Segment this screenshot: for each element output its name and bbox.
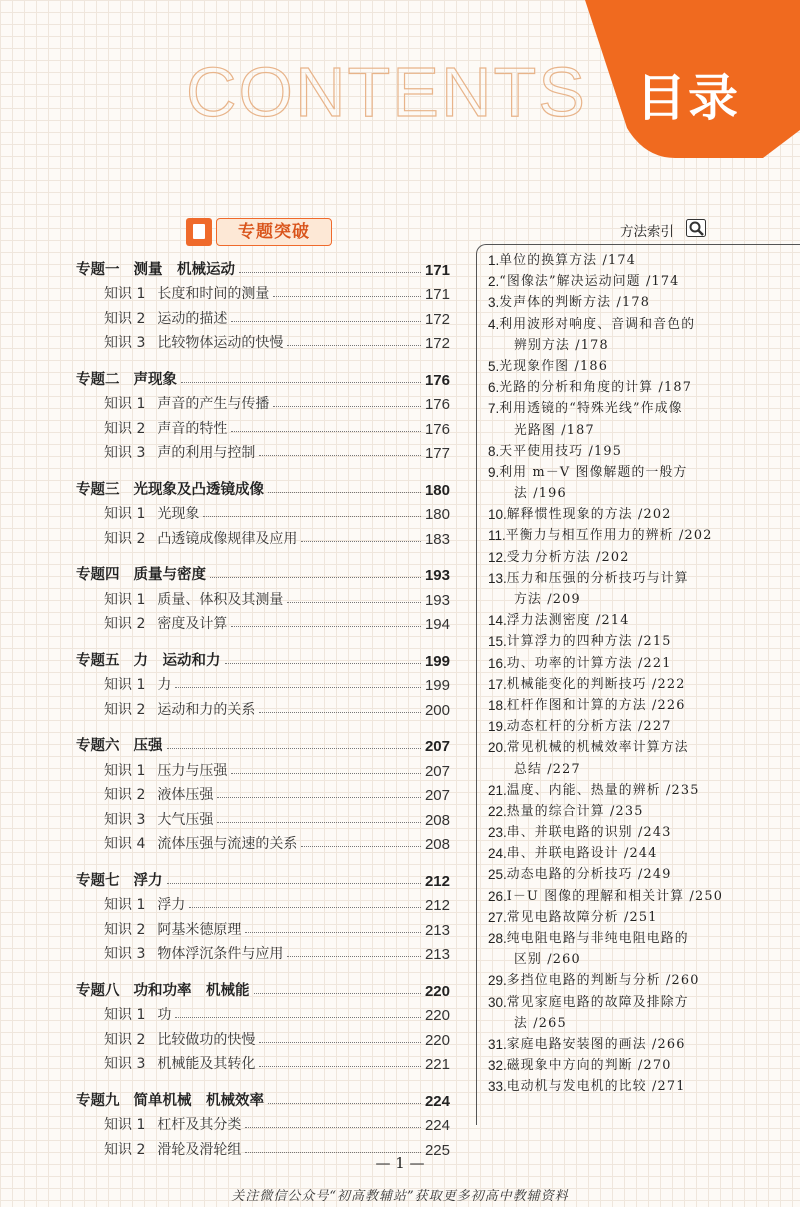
method-text: 利用透镜的“特殊光线”作成像: [499, 401, 683, 417]
method-number: 22.: [488, 803, 507, 819]
method-text: 区别 /260: [514, 952, 581, 968]
method-text: 解释惯性现象的方法 /202: [506, 507, 672, 523]
method-item[interactable]: [488, 1055, 790, 1076]
toc-code: 知识 4: [104, 836, 146, 852]
method-item[interactable]: [488, 759, 790, 780]
toc-page: 224: [424, 1117, 450, 1134]
toc-title: 流体压强与流速的关系: [157, 836, 298, 852]
method-text: 利用 m－V 图像解题的一般方: [499, 464, 688, 480]
footer-note: 关注微信公众号“初高教辅站”获取更多初高中教辅资料: [231, 1189, 569, 1204]
method-text: 压力和压强的分析技巧与计算: [506, 570, 689, 586]
method-text: 家庭电路安装图的画法 /266: [506, 1036, 686, 1052]
method-item[interactable]: [488, 377, 790, 398]
method-item[interactable]: [488, 483, 790, 504]
method-item[interactable]: [488, 547, 790, 568]
toc-topic: [76, 1085, 450, 1159]
toc-code: 知识 2: [104, 530, 146, 547]
toc-item-row[interactable]: [76, 939, 450, 964]
method-text: 光路的分析和角度的计算 /187: [499, 380, 693, 396]
method-number: 30.: [488, 994, 507, 1010]
toc-item-row[interactable]: [76, 890, 450, 915]
toc-title: 密度及计算: [157, 616, 228, 632]
toc-title: 阿基米德原理: [157, 921, 242, 938]
toc-item-row[interactable]: [76, 413, 450, 438]
method-number: 33.: [488, 1079, 507, 1095]
toc-code: 知识 3: [104, 946, 146, 962]
toc-title: 滑轮及滑轮组: [157, 1141, 242, 1158]
method-item[interactable]: [488, 949, 790, 970]
method-number: 9.: [488, 464, 500, 480]
method-text: 串、并联电路设计 /244: [506, 846, 658, 862]
toc-page: 207: [424, 762, 450, 780]
toc-code: 知识 2: [104, 1031, 146, 1048]
toc-page: 207: [424, 738, 450, 755]
method-number: 24.: [488, 846, 507, 862]
method-text: 单位的换算方法 /174: [499, 253, 637, 268]
toc-title: 力: [157, 677, 172, 693]
method-text: 方法 /209: [514, 592, 581, 607]
method-item[interactable]: [488, 864, 790, 885]
toc-page: 213: [424, 921, 450, 939]
toc-topic: [76, 474, 450, 548]
toc-page: 212: [424, 872, 450, 890]
toc-item-row[interactable]: [76, 438, 450, 463]
method-text: 常见机械的机械效率计算方法: [506, 740, 689, 756]
method-text: 辨别方法 /178: [514, 337, 609, 353]
method-item[interactable]: [488, 525, 790, 546]
method-number: 6.: [488, 380, 500, 396]
method-text: 磁现象中方向的判断 /270: [506, 1058, 672, 1074]
toc-page: 180: [424, 481, 450, 499]
toc-page: 212: [424, 897, 450, 914]
toc-page: 177: [424, 445, 450, 462]
toc-code: 知识 1: [104, 897, 146, 913]
toc-code: 知识 2: [104, 420, 146, 437]
toc-title: 物体浮沉条件与应用: [157, 946, 284, 962]
method-item[interactable]: [488, 928, 790, 949]
toc-page: 199: [424, 677, 450, 694]
toc-item-row[interactable]: [76, 609, 450, 634]
leader-dots: [175, 1017, 421, 1018]
method-item[interactable]: [488, 610, 790, 631]
toc-item-row[interactable]: [76, 670, 450, 695]
toc-page: 171: [424, 261, 450, 279]
method-item[interactable]: [488, 801, 790, 822]
toc-title: 浮力: [133, 872, 163, 889]
toc-page: 199: [424, 652, 450, 670]
leader-dots: [225, 663, 421, 664]
leader-dots: [245, 1152, 421, 1153]
method-number: 20.: [488, 740, 507, 756]
leader-dots: [259, 1042, 421, 1043]
toc-page: 193: [424, 591, 450, 609]
leader-dots: [217, 822, 421, 823]
toc-item-row[interactable]: [76, 694, 450, 719]
toc-topic: [76, 975, 450, 1073]
toc-topic: [76, 731, 450, 854]
method-text: 动态杠杆的分析方法 /227: [506, 719, 672, 735]
toc-code: 专题八: [76, 982, 120, 999]
toc-code: 专题九: [76, 1092, 120, 1109]
method-item[interactable]: [488, 462, 790, 483]
toc-title: 声音的产生与传播: [157, 396, 270, 412]
toc-title: 运动的描述: [157, 310, 228, 327]
method-item[interactable]: [488, 335, 790, 356]
toc-topic-row[interactable]: [76, 474, 450, 499]
toc-topic-row[interactable]: [76, 364, 450, 389]
leader-dots: [231, 321, 421, 322]
method-number: 23.: [488, 825, 507, 841]
table-of-contents: [76, 254, 450, 1171]
toc-code: 知识 2: [104, 616, 146, 632]
toc-page: 224: [424, 1092, 450, 1110]
leader-dots: [254, 993, 421, 994]
method-number: 32.: [488, 1058, 507, 1074]
toc-page: 176: [424, 420, 450, 438]
method-item[interactable]: [488, 271, 790, 292]
clipboard-icon: [186, 218, 212, 246]
toc-item-row[interactable]: [76, 389, 450, 414]
leader-dots: [175, 687, 421, 688]
toc-topic-row[interactable]: [76, 865, 450, 890]
leader-dots: [273, 406, 421, 407]
toc-code: 专题六: [76, 738, 120, 754]
toc-page: 172: [424, 335, 450, 352]
magnifier-icon: [686, 219, 706, 237]
method-item[interactable]: [488, 441, 790, 462]
method-item[interactable]: [488, 1034, 790, 1055]
toc-title: 杠杆及其分类: [157, 1117, 242, 1133]
toc-code: 知识 3: [104, 1056, 146, 1072]
toc-topic-row[interactable]: [76, 560, 450, 585]
toc-topic: [76, 254, 450, 352]
leader-dots: [245, 932, 421, 933]
toc-code: 知识 1: [104, 677, 146, 693]
method-text: 串、并联电路的识别 /243: [506, 825, 672, 841]
method-number: 1.: [488, 253, 500, 268]
method-text: 法 /196: [514, 486, 567, 502]
method-item[interactable]: [488, 568, 790, 589]
method-item[interactable]: [488, 1076, 790, 1097]
method-text: 功、功率的计算方法 /221: [506, 655, 672, 671]
method-text: 热量的综合计算 /235: [506, 803, 644, 819]
toc-title: 声现象: [133, 371, 177, 388]
toc-item-row[interactable]: [76, 523, 450, 548]
method-number: 27.: [488, 909, 507, 925]
method-text: 光路图 /187: [514, 422, 595, 438]
method-item[interactable]: [488, 589, 790, 610]
method-number: 28.: [488, 931, 507, 946]
method-item[interactable]: [488, 631, 790, 652]
method-text: 光现象作图 /186: [499, 358, 609, 374]
method-number: 18.: [488, 697, 507, 713]
method-text: 动态电路的分析技巧 /249: [506, 867, 672, 883]
toc-title: 浮力: [157, 897, 186, 913]
leader-dots: [231, 431, 421, 432]
leader-dots: [301, 846, 421, 847]
toc-title: 质量与密度: [133, 567, 206, 583]
toc-topic-row[interactable]: [76, 254, 450, 279]
toc-title: 长度和时间的测量: [157, 286, 270, 302]
section-tag: [186, 218, 332, 246]
method-text: “图像法”解决运动问题 /174: [499, 274, 680, 290]
method-item[interactable]: [488, 420, 790, 441]
method-text: 利用波形对响度、音调和音色的: [499, 316, 696, 332]
method-text: 多挡位电路的判断与分析 /260: [506, 973, 700, 989]
toc-page: 208: [424, 836, 450, 853]
leader-dots: [210, 577, 421, 578]
toc-title: 功: [157, 1007, 172, 1023]
toc-code: 知识 2: [104, 787, 146, 803]
toc-topic: [76, 645, 450, 719]
toc-title: 大气压强: [157, 811, 214, 828]
toc-code: 专题二: [76, 371, 120, 388]
leader-dots: [287, 956, 421, 957]
toc-item-row[interactable]: [76, 755, 450, 780]
leader-dots: [259, 1066, 421, 1067]
leader-dots: [268, 492, 421, 493]
toc-code: 专题三: [76, 481, 120, 498]
method-item[interactable]: [488, 292, 790, 313]
method-index-list: [488, 250, 790, 1098]
method-number: 8.: [488, 443, 500, 459]
method-text: 总结 /227: [514, 761, 581, 777]
method-item[interactable]: [488, 992, 790, 1013]
toc-code: 知识 3: [104, 445, 146, 461]
leader-dots: [287, 602, 421, 603]
toc-item-row[interactable]: [76, 804, 450, 829]
toc-title: 测量 机械运动: [133, 261, 235, 278]
method-number: 13.: [488, 570, 507, 586]
leader-dots: [189, 907, 421, 908]
method-text: 纯电阻电路与非纯电阻电路的: [506, 931, 689, 946]
method-item[interactable]: [488, 822, 790, 843]
page-number: — 1 —: [375, 1154, 425, 1172]
leader-dots: [217, 797, 421, 798]
page-title: 目录: [636, 69, 740, 127]
method-number: 16.: [488, 655, 507, 671]
method-item[interactable]: [488, 674, 790, 695]
toc-code: 知识 1: [104, 1117, 146, 1133]
method-number: 31.: [488, 1036, 507, 1052]
toc-page: 208: [424, 811, 450, 829]
toc-title: 机械能及其转化: [157, 1056, 256, 1072]
leader-dots: [231, 773, 421, 774]
toc-code: 知识 2: [104, 921, 146, 938]
toc-page: 221: [424, 1056, 450, 1073]
method-number: 10.: [488, 507, 507, 523]
toc-code: 知识 2: [104, 1141, 146, 1158]
toc-topic-row[interactable]: [76, 1085, 450, 1110]
toc-page: 176: [424, 371, 450, 389]
toc-code: 知识 1: [104, 396, 146, 412]
toc-topic-row[interactable]: [76, 975, 450, 1000]
method-item[interactable]: [488, 737, 790, 758]
method-index-header: 方法索引: [620, 224, 674, 240]
toc-page: 207: [424, 787, 450, 804]
toc-title: 光现象及凸透镜成像: [133, 481, 264, 498]
toc-title: 比较物体运动的快慢: [157, 335, 284, 351]
method-item[interactable]: [488, 780, 790, 801]
method-number: 3.: [488, 295, 500, 311]
toc-page: 172: [424, 310, 450, 328]
toc-item-row[interactable]: [76, 279, 450, 304]
toc-page: 171: [424, 286, 450, 303]
leader-dots: [167, 748, 421, 749]
toc-title: 液体压强: [157, 787, 214, 803]
toc-page: 220: [424, 1007, 450, 1024]
method-item[interactable]: [488, 1013, 790, 1034]
toc-title: 质量、体积及其测量: [157, 591, 284, 608]
toc-title: 简单机械 机械效率: [133, 1092, 264, 1109]
toc-code: 知识 1: [104, 591, 146, 608]
toc-code: 知识 1: [104, 762, 146, 779]
toc-code: 知识 1: [104, 1007, 146, 1023]
toc-topic: [76, 560, 450, 634]
method-text: I－U 图像的理解和相关计算 /250: [506, 888, 724, 904]
toc-item-row[interactable]: [76, 780, 450, 805]
leader-dots: [181, 382, 421, 383]
method-number: 15.: [488, 634, 507, 650]
toc-title: 功和功率 机械能: [133, 982, 250, 999]
toc-title: 压强: [133, 738, 163, 754]
section-tag-label: 专题突破: [216, 218, 332, 246]
toc-title: 声的利用与控制: [157, 445, 256, 461]
toc-code: 知识 2: [104, 701, 146, 718]
toc-item-row[interactable]: [76, 584, 450, 609]
leader-dots: [245, 1127, 421, 1128]
method-item[interactable]: [488, 250, 790, 271]
method-item[interactable]: [488, 398, 790, 419]
method-item[interactable]: [488, 695, 790, 716]
method-number: 26.: [488, 888, 507, 904]
method-text: 常见家庭电路的故障及排除方: [506, 994, 689, 1010]
leader-dots: [231, 626, 421, 627]
toc-code: 知识 1: [104, 506, 146, 522]
method-number: 19.: [488, 719, 507, 735]
method-number: 7.: [488, 401, 500, 417]
method-text: 发声体的判断方法 /178: [499, 295, 651, 311]
leader-dots: [239, 272, 421, 273]
method-number: 2.: [488, 274, 500, 290]
toc-item-row[interactable]: [76, 1000, 450, 1025]
leader-dots: [203, 516, 421, 517]
toc-item-row[interactable]: [76, 1024, 450, 1049]
method-item[interactable]: [488, 356, 790, 377]
toc-code: 知识 2: [104, 310, 146, 327]
toc-code: 知识 1: [104, 286, 146, 302]
toc-page: 213: [424, 946, 450, 963]
leader-dots: [268, 1103, 421, 1104]
toc-title: 压力与压强: [157, 762, 228, 779]
toc-code: 知识 3: [104, 811, 146, 828]
toc-item-row[interactable]: [76, 499, 450, 524]
toc-code: 专题七: [76, 872, 120, 889]
method-item[interactable]: [488, 653, 790, 674]
toc-page: 220: [424, 982, 450, 1000]
toc-page: 194: [424, 616, 450, 633]
toc-title: 凸透镜成像规律及应用: [157, 530, 298, 547]
toc-item-row[interactable]: [76, 914, 450, 939]
leader-dots: [259, 455, 421, 456]
toc-title: 声音的特性: [157, 420, 228, 437]
toc-page: 183: [424, 530, 450, 548]
leader-dots: [287, 345, 421, 346]
toc-code: 专题四: [76, 567, 120, 583]
toc-topic-row[interactable]: [76, 645, 450, 670]
method-number: 17.: [488, 676, 507, 692]
contents-heading: CONTENTS: [186, 53, 587, 131]
toc-code: 专题一: [76, 261, 120, 278]
method-item[interactable]: [488, 886, 790, 907]
method-text: 计算浮力的四种方法 /215: [506, 634, 672, 650]
method-item[interactable]: [488, 970, 790, 991]
toc-title: 运动和力的关系: [157, 701, 256, 718]
method-number: 12.: [488, 549, 507, 565]
leader-dots: [273, 296, 421, 297]
method-number: 29.: [488, 973, 507, 989]
toc-page: 200: [424, 701, 450, 719]
toc-title: 比较做功的快慢: [157, 1031, 256, 1048]
toc-item-row[interactable]: [76, 829, 450, 854]
method-number: 21.: [488, 782, 507, 798]
toc-item-row[interactable]: [76, 1110, 450, 1135]
method-text: 平衡力与相互作用力的辨析 /202: [505, 528, 713, 544]
toc-title: 力 运动和力: [133, 652, 221, 669]
leader-dots: [301, 541, 421, 542]
method-text: 杠杆作图和计算的方法 /226: [506, 697, 686, 713]
method-text: 浮力法测密度 /214: [506, 613, 630, 629]
method-number: 14.: [488, 613, 507, 629]
method-number: 5.: [488, 358, 500, 374]
toc-topic-row[interactable]: [76, 731, 450, 756]
method-text: 受力分析方法 /202: [506, 549, 630, 565]
toc-code: 知识 3: [104, 335, 146, 351]
method-text: 电动机与发电机的比较 /271: [506, 1079, 686, 1095]
leader-dots: [167, 883, 421, 884]
method-text: 温度、内能、热量的辨析 /235: [506, 782, 700, 798]
toc-page: 193: [424, 567, 450, 584]
method-number: 11.: [488, 528, 506, 544]
method-item[interactable]: [488, 504, 790, 525]
method-text: 法 /265: [514, 1015, 567, 1031]
toc-item-row[interactable]: [76, 303, 450, 328]
toc-title: 光现象: [157, 506, 200, 522]
method-text: 常见电路故障分析 /251: [506, 909, 658, 925]
toc-topic: [76, 865, 450, 963]
toc-page: 225: [424, 1141, 450, 1159]
leader-dots: [259, 712, 421, 713]
toc-page: 176: [424, 396, 450, 413]
method-item[interactable]: [488, 843, 790, 864]
toc-page: 220: [424, 1031, 450, 1049]
toc-code: 专题五: [76, 652, 120, 669]
method-text: 机械能变化的判断技巧 /222: [506, 676, 686, 692]
toc-topic: [76, 364, 450, 462]
method-text: 天平使用技巧 /195: [499, 443, 623, 459]
method-number: 25.: [488, 867, 507, 883]
toc-page: 180: [424, 506, 450, 523]
toc-item-row[interactable]: [76, 1049, 450, 1074]
method-number: 4.: [488, 316, 500, 332]
method-item[interactable]: [488, 314, 790, 335]
toc-item-row[interactable]: [76, 328, 450, 353]
method-item[interactable]: [488, 716, 790, 737]
method-item[interactable]: [488, 907, 790, 928]
